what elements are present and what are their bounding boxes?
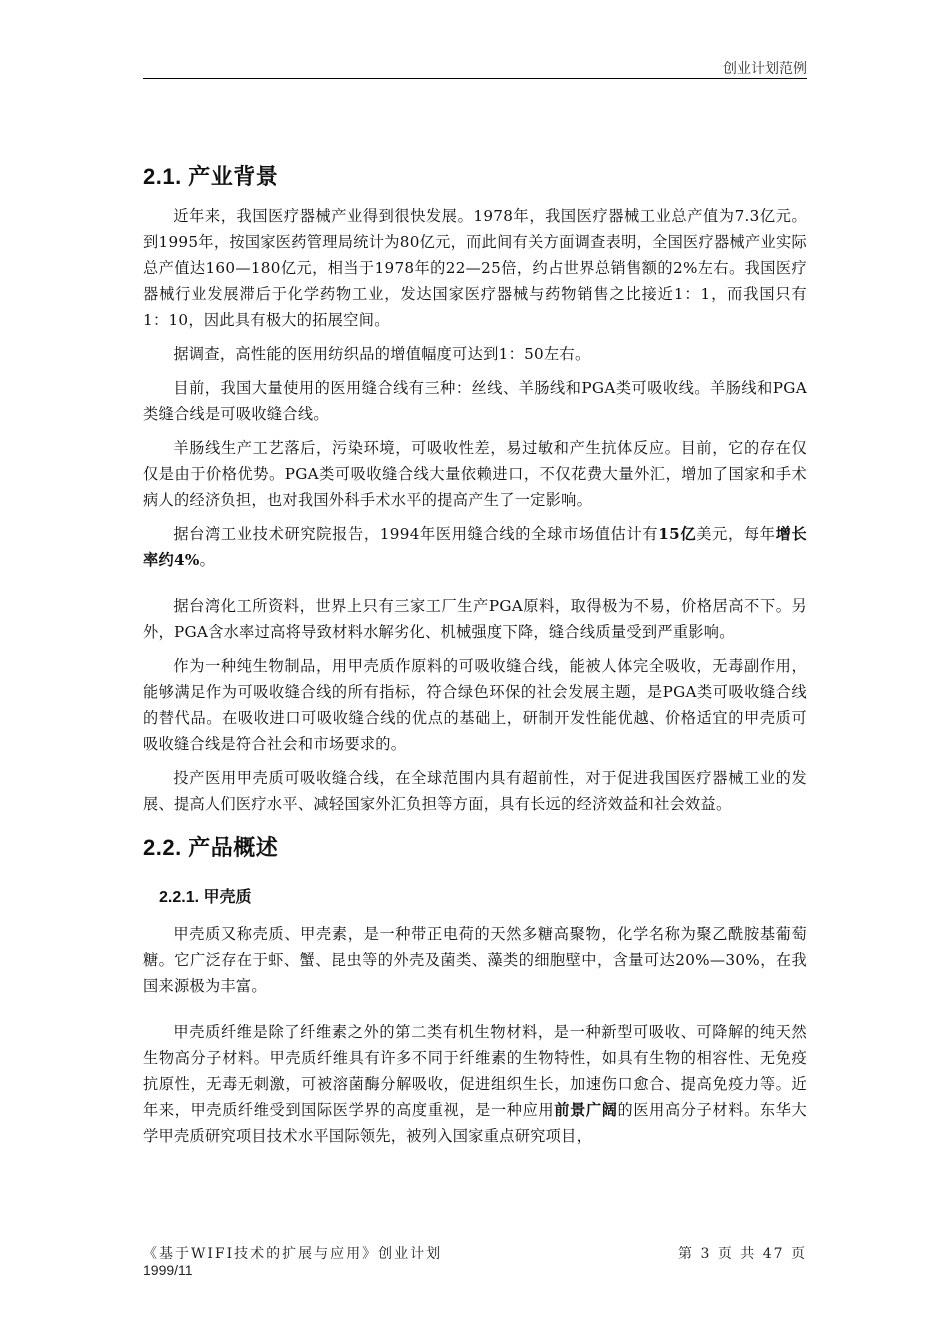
footer-date: 1999/11 bbox=[143, 1262, 193, 1278]
paragraph: 投产医用甲壳质可吸收缝合线，在全球范围内具有超前性，对于促进我国医疗器械工业的发展、提高人们医疗水平、减轻国家外汇负担等方面，具有长远的经济效益和社会效益。 bbox=[143, 769, 807, 813]
text-run: 的医用高分子材料。东华大学甲壳质研究项目技术水平国际领先，被列入国家重点研究项目， bbox=[143, 1101, 808, 1145]
footer-document-title: 《基于WIFI技术的扩展与应用》创业计划 bbox=[143, 1246, 443, 1262]
page-body bbox=[143, 160, 807, 1157]
footer-page-number: 第 3 页 共 47 页 bbox=[678, 1246, 807, 1262]
section-heading-2-1: 2.1. 产业背景 bbox=[143, 164, 279, 189]
paragraph: 甲壳质又称壳质、甲壳素，是一种带正电荷的天然多糖高聚物，化学名称为聚乙酰胺基葡萄糖。它广泛存在于虾、蟹、昆虫等的外壳及菌类、藻类的细胞壁中，含量可达20%—30%，在我国来源极为丰富。 bbox=[143, 925, 807, 995]
paragraph: 近年来，我国医疗器械产业得到很快发展。1978年，我国医疗器械工业总产值为7.3亿元。到1995年，按国家医药管理局统计为80亿元，而此间有关方面调查表明，全国医疗器械产业实际总产值达160—180亿元，相当于1978年的22—25倍，约占世界总销售额的2%左右。我国医疗器械行业发展滞后于化学药物工业，发达国家医疗器械与药物销售之比接近1：1，而我国只有1：10，因此具有极大的拓展空间。 bbox=[143, 207, 807, 329]
bold-text: 15亿 bbox=[658, 525, 697, 543]
text-run: 据台湾工业技术研究院报告，1994年医用缝合线的全球市场值估计有 bbox=[173, 525, 659, 543]
paragraph-chitin-fiber bbox=[143, 1019, 807, 1149]
paragraph: 作为一种纯生物制品，用甲壳质作原料的可吸收缝合线，能被人体完全吸收，无毒副作用，能够满足作为可吸收缝合线的所有指标，符合绿色环保的社会发展主题，是PGA类可吸收缝合线的替代品。在吸收进口可吸收缝合线的优点的基础上，研制开发性能优越、价格适宜的甲壳质可吸收缝合线是符合社会和市场要求的。 bbox=[143, 657, 807, 753]
bold-text: 增长率约4% bbox=[143, 525, 807, 569]
text-run: 甲壳质纤维是除了纤维素之外的第二类有机生物材料，是一种新型可吸收、可降解的纯天然生物高分子材料。甲壳质纤维具有许多不同于纤维素的生物特性，如具有生物的相容性、无免疫抗原性，无毒无刺激，可被溶菌酶分解吸收，促进组织生长，加速伤口愈合、提高免疫力等。近年来，甲壳质纤维受到国际医学界的高度重视，是一种应用 bbox=[143, 1023, 807, 1119]
text-run: 。 bbox=[199, 551, 216, 569]
paragraph: 据台湾化工所资料，世界上只有三家工厂生产PGA原料，取得极为不易，价格居高不下。另外，PGA含水率过高将导致材料水解劣化、机械强度下降，缝合线质量受到严重影响。 bbox=[143, 597, 807, 641]
section-heading-2-2: 2.2. 产品概述 bbox=[143, 835, 279, 860]
paragraph: 据调查，高性能的医用纺织品的增值幅度可达到1：50左右。 bbox=[173, 345, 591, 363]
subsection-heading-2-2-1: 2.2.1. 甲壳质 bbox=[159, 889, 252, 906]
header-rule bbox=[143, 78, 807, 79]
running-header: 创业计划范例 bbox=[723, 61, 807, 77]
paragraph: 目前，我国大量使用的医用缝合线有三种：丝线、羊肠线和PGA类可吸收线。羊肠线和PGA类缝合线是可吸收缝合线。 bbox=[143, 379, 807, 423]
text-run: 美元，每年 bbox=[696, 525, 776, 543]
bold-text: 前景广阔 bbox=[554, 1101, 618, 1119]
paragraph: 羊肠线生产工艺落后，污染环境，可吸收性差，易过敏和产生抗体反应。目前，它的存在仅仅是由于价格优势。PGA类可吸收缝合线大量依赖进口，不仅花费大量外汇，增加了国家和手术病人的经济负担，也对我国外科手术水平的提高产生了一定影响。 bbox=[143, 439, 807, 509]
paragraph-market-value bbox=[143, 521, 807, 573]
